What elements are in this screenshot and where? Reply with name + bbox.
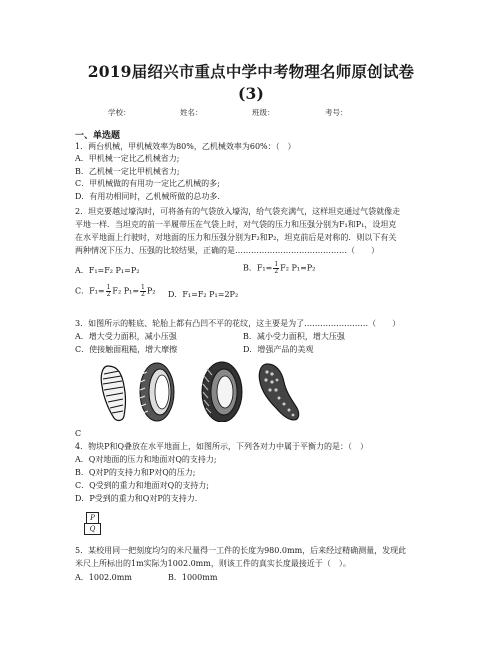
school-label: 学校： xyxy=(108,108,131,117)
student-info-row xyxy=(0,107,502,119)
q2-line-1: 2．坦克要越过壕沟时，可将备有的气袋放入壕沟，给气袋充满气，这样坦克通过气袋就像走 xyxy=(75,207,401,216)
class-label: 班级： xyxy=(252,108,275,117)
q4-option-c: C．Q受到的重力和地面对Q的支持力; xyxy=(75,481,209,490)
block-q: Q xyxy=(84,523,101,535)
tire-1-illustration xyxy=(140,363,174,421)
q3-answer: C xyxy=(75,429,82,438)
q2-option-b: B．F₁= $\frac{1}{2}$ F₂ P₁=P₂ xyxy=(243,261,316,275)
q4-option-a: A．Q对地面的压力和地面对Q的支持力; xyxy=(75,455,217,464)
q2-option-d: D．F₁=F₂ P₁=2P₂ xyxy=(168,290,239,299)
block-p: P xyxy=(86,512,99,524)
q4-option-b: B．Q对P的支持力和P对Q的压力; xyxy=(75,468,196,477)
shoe-sole-2-illustration xyxy=(259,364,298,420)
name-label: 姓名： xyxy=(180,108,203,117)
q2-line-3: 在水平地面上行驶时，对地面的压力和压强分别为F₂和P₂，坦克前后是对称的．则以下有关 xyxy=(75,233,397,242)
fraction-half: $\frac{1}{2}$ xyxy=(274,261,279,275)
q3-option-a: A．增大受力面积，减小压强 xyxy=(75,332,177,341)
q1-option-b: B．乙机械一定比甲机械省力; xyxy=(75,167,180,176)
q3-option-c: C．使接触面粗糙，增大摩擦 xyxy=(75,345,178,354)
q1-option-c: C．甲机械做的有用功一定比乙机械的多; xyxy=(75,179,220,188)
q1-option-d: D．有用功相同时，乙机械所做的总功多. xyxy=(75,192,220,201)
q2-line-4: 两种情况下压力、压强的比较结果，正确的是……………………………………（ ） xyxy=(75,246,379,255)
stacked-blocks-figure xyxy=(84,512,100,534)
q2-option-c: C．F₁= $\frac{1}{2}$ F₂ P₁= $\frac{1}{2}$ P₂ xyxy=(75,284,156,298)
exam-title: 2019届绍兴市重点中学中考物理名师原创试卷 xyxy=(87,62,415,81)
q3-stem: 3．如图所示的鞋底、轮胎上都有凸凹不平的花纹，这主要是为了……………………（ ） xyxy=(75,319,401,328)
tire-2-illustration xyxy=(202,362,242,422)
q1-option-a: A．甲机械一定比乙机械省力; xyxy=(75,154,180,163)
q5-line-2: 米尺上所标出的1m实际为1002.0mm，则该工件的真实长度最接近于（ ）。 xyxy=(75,559,351,568)
fraction-half: $\frac{1}{2}$ xyxy=(141,284,145,298)
q4-option-d: D．P受到的重力和Q对P的支持力. xyxy=(75,494,198,503)
q5-line-1: 5．某校用同一把刻度均匀的米尺量得一工件的长度为980.0mm，后来经过精确测量，发现此 xyxy=(75,546,407,555)
section-heading: 一、单选题 xyxy=(75,131,121,141)
fraction-half: $\frac{1}{2}$ xyxy=(106,284,111,298)
q3-option-b: B．减小受力面积，增大压强 xyxy=(243,332,345,341)
q4-stem: 4．物块P和Q叠放在水平地面上，如图所示，下列各对力中属于平衡力的是：（ ） xyxy=(75,442,369,451)
q2-line-2: 平地一样．当坦克的前一半履带压在气袋上时，对气袋的压力和压强分别为F₁和P₁，设坦克 xyxy=(75,220,397,229)
q2-option-a: A．F₁=F₂ P₁=P₂ xyxy=(75,266,140,275)
q1-stem: 1．两台机械，甲机械效率为80%，乙机械效率为60%：（ ） xyxy=(75,142,296,151)
shoe-sole-and-tires-figure xyxy=(100,360,315,422)
q5-option-a: A．1002.0mm xyxy=(75,573,132,582)
exam-number-label: 考号： xyxy=(325,108,348,117)
q5-option-b: B．1000mm xyxy=(168,573,218,582)
exam-title-number: (3) xyxy=(237,84,265,103)
q3-option-d: D．增强产品的美观 xyxy=(243,345,314,354)
shoe-sole-1-illustration xyxy=(101,366,125,420)
